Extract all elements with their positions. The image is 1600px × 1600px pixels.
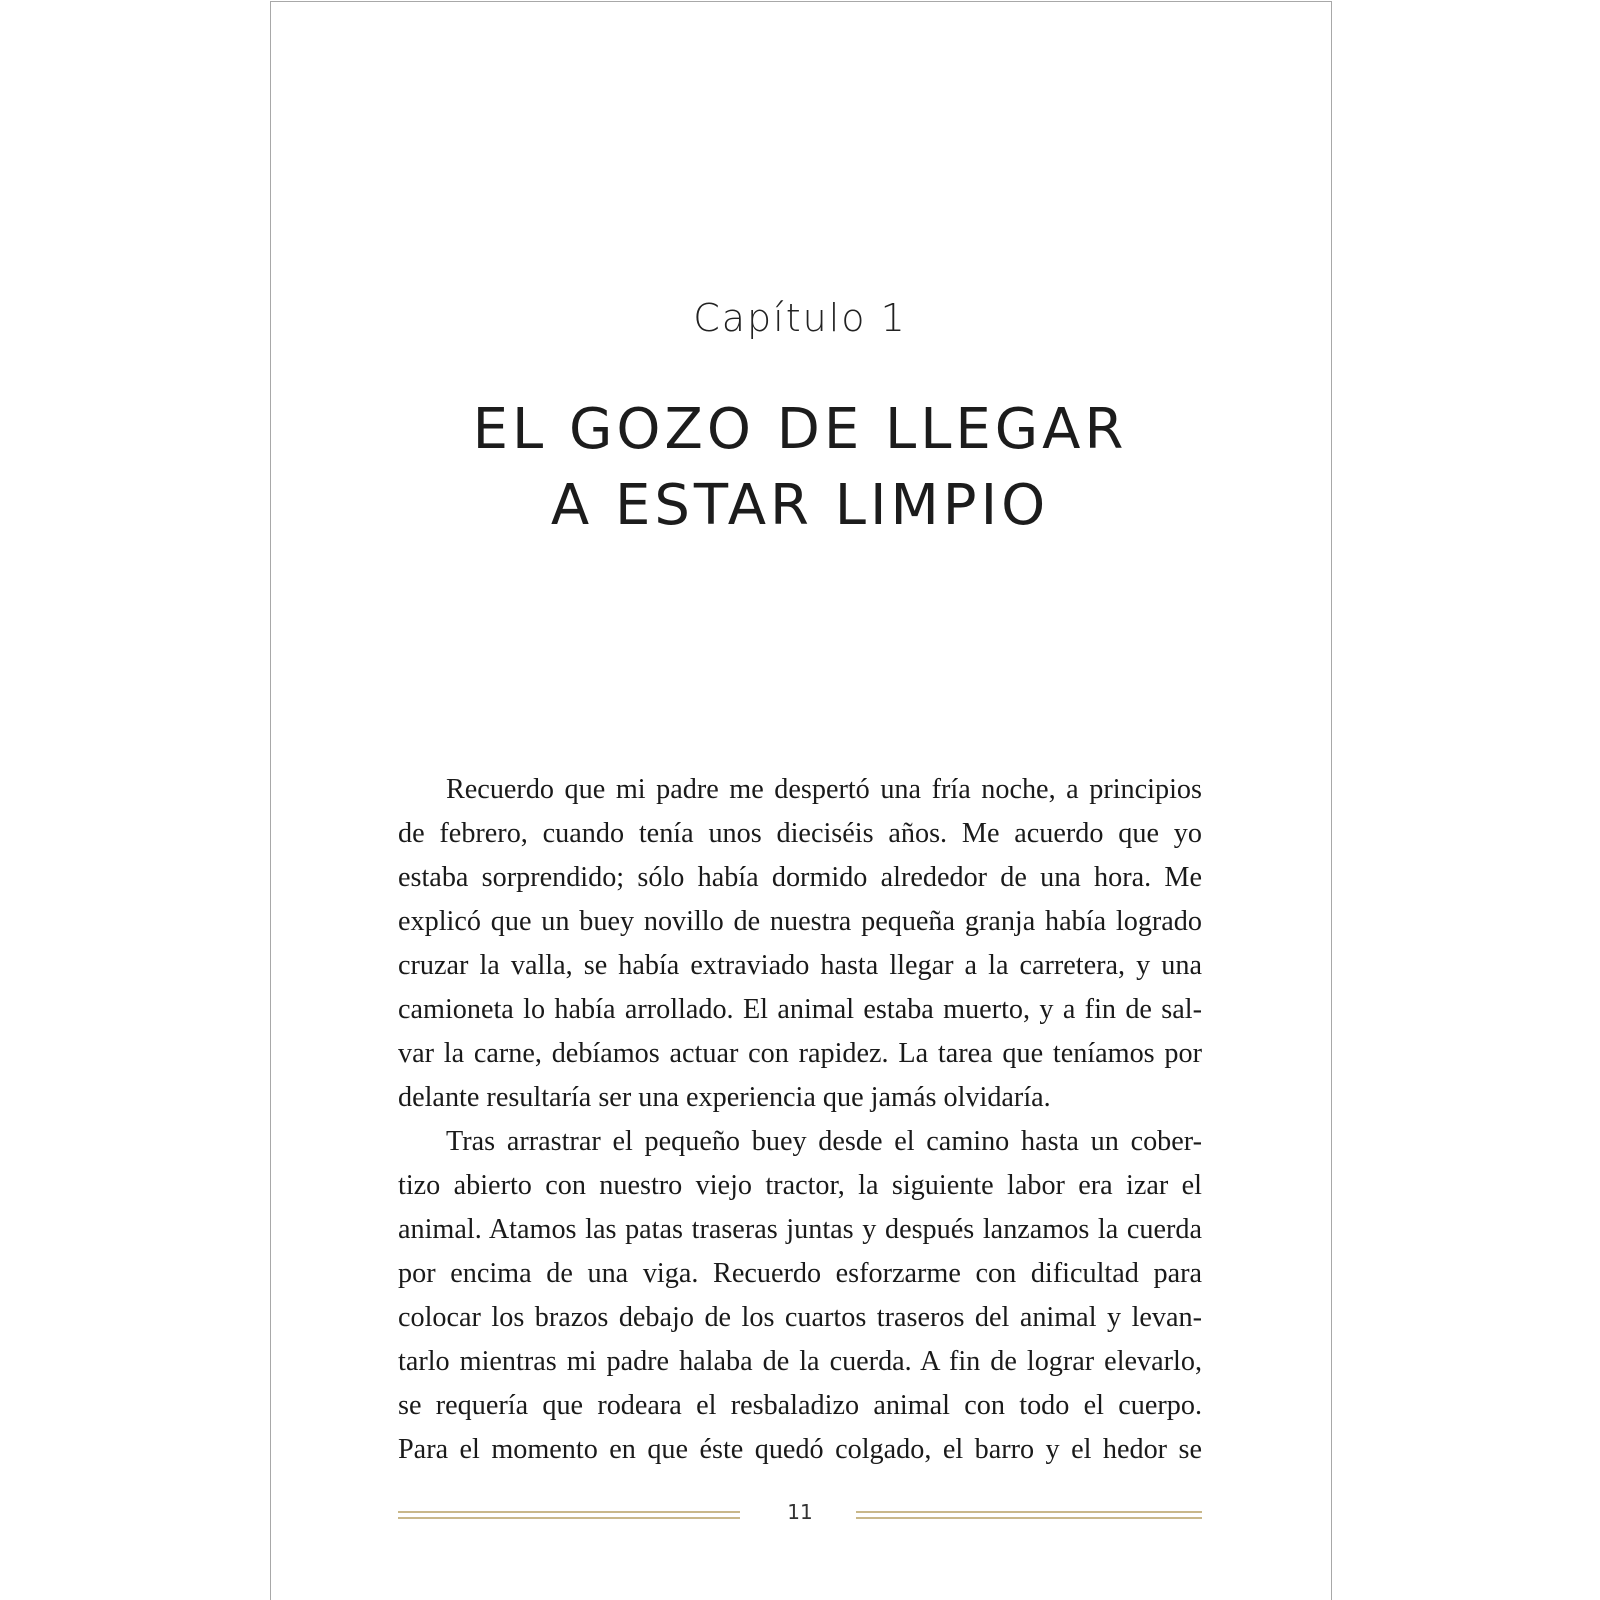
text-line: colocar los brazos debajo de los cuartos traseros del animal y levan- (398, 1302, 1202, 1333)
chapter-title (0, 392, 1600, 544)
text-line: Recuerdo que mi padre me despertó una fría noche, a principios (446, 774, 1202, 805)
text-line: animal. Atamos las patas traseras juntas y después lanzamos la cuerda (398, 1214, 1202, 1245)
page-number: 11 (787, 1500, 813, 1524)
text-line: tizo abierto con nuestro viejo tractor, la siguiente labor era izar el (398, 1170, 1202, 1201)
footer-rule-right (856, 1511, 1202, 1519)
footer-rule-left (398, 1511, 740, 1519)
text-line: de febrero, cuando tenía unos dieciséis años. Me acuerdo que yo (398, 818, 1202, 849)
chapter-label: Capítulo 1 (693, 296, 907, 340)
chapter-title-line: EL GOZO DE LLEGAR (472, 397, 1128, 462)
text-line: var la carne, debíamos actuar con rapidez. La tarea que teníamos por (398, 1038, 1202, 1069)
text-line: camioneta lo había arrollado. El animal estaba muerto, y a fin de sal- (398, 994, 1202, 1025)
text-line: Para el momento en que éste quedó colgado, el barro y el hedor se (398, 1434, 1202, 1465)
text-line: se requería que rodeara el resbaladizo animal con todo el cuerpo. (398, 1390, 1202, 1421)
text-line: cruzar la valla, se había extraviado hasta llegar a la carretera, y una (398, 950, 1202, 981)
paragraph (398, 1120, 1202, 1472)
body-text (398, 768, 1202, 1472)
text-line: Tras arrastrar el pequeño buey desde el camino hasta un cober- (446, 1126, 1202, 1157)
text-line: tarlo mientras mi padre halaba de la cuerda. A fin de lograr elevarlo, (398, 1346, 1202, 1377)
text-line: estaba sorprendido; sólo había dormido alrededor de una hora. Me (398, 862, 1202, 893)
text-line: delante resultaría ser una experiencia que jamás olvidaría. (398, 1082, 1051, 1113)
text-line: explicó que un buey novillo de nuestra pequeña granja había logrado (398, 906, 1202, 937)
chapter-title-line: A ESTAR LIMPIO (550, 473, 1050, 538)
text-line: por encima de una viga. Recuerdo esforzarme con dificultad para (398, 1258, 1202, 1289)
paragraph (398, 768, 1202, 1120)
